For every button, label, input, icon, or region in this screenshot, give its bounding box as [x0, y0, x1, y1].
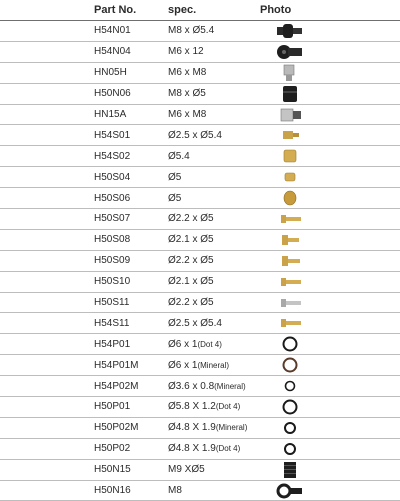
silver-adapter-icon — [260, 64, 320, 82]
table-row — [0, 397, 400, 418]
part-number: H50P02M — [94, 422, 139, 434]
spec-note: (Dot 4) — [215, 444, 241, 454]
table-row — [0, 418, 400, 439]
black-threaded-nut-icon — [260, 461, 320, 479]
table-row — [0, 293, 400, 314]
table-row — [0, 125, 400, 146]
black-banjo-icon — [260, 482, 320, 500]
header-photo: Photo — [260, 4, 292, 16]
part-spec — [168, 401, 260, 412]
part-number: H50S04 — [94, 171, 131, 183]
brass-collar-icon — [260, 189, 320, 207]
table-row — [0, 251, 400, 272]
part-spec: Ø2.5 x Ø5.4 — [168, 317, 222, 329]
spec-note: (Dot 4) — [197, 339, 222, 349]
part-spec: M8 x Ø5.4 — [168, 25, 215, 37]
brass-olive-icon — [260, 147, 320, 165]
part-spec: M6 x 12 — [168, 46, 204, 58]
part-spec: Ø2.1 x Ø5 — [168, 234, 214, 246]
table-row — [0, 334, 400, 355]
part-spec — [168, 443, 260, 454]
part-spec: Ø5.4 — [168, 150, 190, 162]
part-number: H50P02 — [94, 443, 131, 455]
o-ring-small-icon — [260, 440, 320, 458]
spec-note: (Mineral) — [214, 381, 246, 391]
header-part-no: Part No. — [94, 4, 137, 16]
spec-note: (Dot 4) — [215, 402, 241, 412]
part-number: H54S01 — [94, 129, 131, 141]
table-row — [0, 167, 400, 188]
spec-note: (Mineral) — [215, 423, 248, 433]
part-spec: Ø5 — [168, 192, 182, 204]
part-number: HN05H — [94, 67, 127, 79]
part-spec: M9 XØ5 — [168, 464, 205, 476]
brass-fitting-icon — [260, 126, 320, 144]
table-row — [0, 63, 400, 84]
brass-barb-insert-icon — [260, 273, 320, 291]
silver-threaded-adapter-icon — [260, 106, 320, 124]
o-ring-small-icon — [260, 377, 320, 395]
part-number: H54P01 — [94, 338, 131, 350]
spec-main: Ø6 x 1 — [168, 338, 198, 350]
brass-barb-insert-icon — [260, 252, 320, 270]
part-number: H50N15 — [94, 464, 131, 476]
part-number: H50S06 — [94, 192, 131, 204]
brass-olive-small-icon — [260, 168, 320, 186]
part-number: H54S02 — [94, 150, 131, 162]
spec-main: Ø3.6 x 0.8 — [168, 380, 215, 392]
part-number: H54N04 — [94, 46, 131, 58]
part-spec: M8 — [168, 485, 182, 497]
table-row — [0, 188, 400, 209]
part-number: H54N01 — [94, 25, 131, 37]
part-number: H54P01M — [94, 359, 139, 371]
part-number: H50N06 — [94, 88, 131, 100]
table-header — [0, 0, 400, 21]
table-row — [0, 355, 400, 376]
header-spec: spec. — [168, 4, 197, 16]
part-spec: M6 x M8 — [168, 67, 207, 79]
black-banjo-bolt-icon — [260, 22, 320, 40]
part-number: H50S10 — [94, 276, 131, 288]
spec-main: Ø4.8 X 1.9 — [168, 422, 216, 434]
table-row — [0, 481, 400, 501]
part-number: H50S09 — [94, 255, 131, 267]
spec-note: (Mineral) — [197, 360, 230, 370]
brass-barb-insert-icon — [260, 231, 320, 249]
part-spec — [168, 360, 260, 371]
o-ring-icon — [260, 398, 320, 416]
silver-barb-insert-icon — [260, 294, 320, 312]
spec-main: Ø4.8 X 1.9 — [168, 443, 216, 455]
part-number: H54S11 — [94, 317, 130, 329]
part-spec: Ø2.1 x Ø5 — [168, 276, 214, 288]
part-spec: Ø5 — [168, 171, 182, 183]
o-ring-icon — [260, 335, 320, 353]
spec-main: Ø6 x 1 — [168, 359, 198, 371]
spec-main: Ø5.8 X 1.2 — [168, 401, 216, 413]
table-row — [0, 105, 400, 126]
table-row — [0, 230, 400, 251]
table-row — [0, 21, 400, 42]
part-spec — [168, 381, 260, 392]
part-spec: M8 x Ø5 — [168, 88, 206, 100]
part-number: H50S11 — [94, 297, 130, 309]
table-row — [0, 313, 400, 334]
table-row — [0, 146, 400, 167]
part-number: H50P01 — [94, 401, 131, 413]
part-spec: M6 x M8 — [168, 109, 207, 120]
part-spec — [168, 339, 260, 350]
brass-barb-insert-icon — [260, 210, 320, 228]
table-row — [0, 376, 400, 397]
part-spec: Ø2.5 x Ø5.4 — [168, 129, 222, 141]
o-ring-small-icon — [260, 419, 320, 437]
o-ring-icon — [260, 356, 320, 374]
part-number: H54P02M — [94, 380, 139, 392]
part-spec — [168, 422, 260, 433]
part-spec: Ø2.2 x Ø5 — [168, 297, 214, 309]
table-row — [0, 272, 400, 293]
black-hose-end-icon — [260, 43, 320, 61]
table-row — [0, 209, 400, 230]
table-row — [0, 439, 400, 460]
brass-barb-insert-icon — [260, 314, 320, 332]
part-spec: Ø2.2 x Ø5 — [168, 213, 214, 225]
part-number: H50S08 — [94, 234, 131, 246]
table-row — [0, 84, 400, 105]
part-number: HN15A — [94, 109, 127, 120]
part-number: H50S07 — [94, 213, 131, 225]
table-row — [0, 460, 400, 481]
part-number: H50N16 — [94, 485, 131, 497]
black-connector-icon — [260, 85, 320, 103]
table-row — [0, 42, 400, 63]
part-spec: Ø2.2 x Ø5 — [168, 255, 214, 267]
